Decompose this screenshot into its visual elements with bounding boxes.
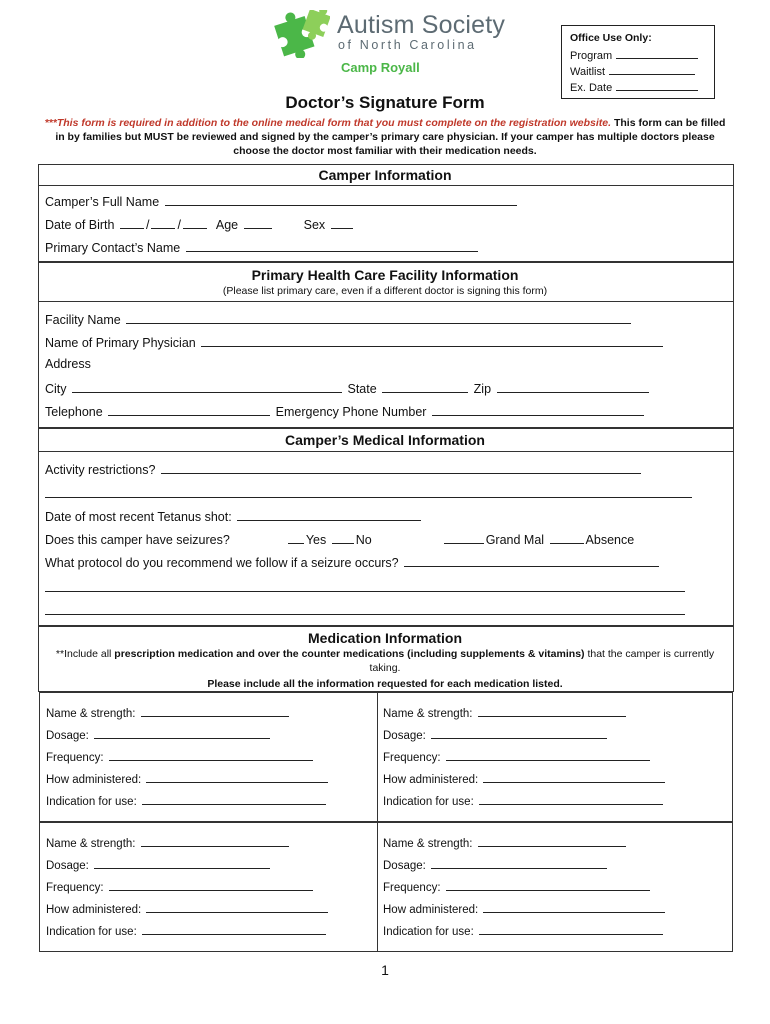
med3-dosage-field[interactable] — [94, 856, 270, 869]
med2-name-row — [383, 704, 628, 720]
med-field-label: Dosage: — [46, 730, 89, 742]
med-field-label: How administered: — [46, 904, 142, 916]
dob-row: Date of Birth / / Age Sex — [45, 216, 355, 232]
intro-text: ***This form is required in addition to the online medical form that you must complete on the registration website. This form can be filled in by families but MUST be reviewed and signed by the camper’s primary care physician. If your camper has multiple doctors please choose the doctor most familiar with their medication needs. — [44, 117, 726, 157]
med1-name-field[interactable] — [141, 704, 289, 717]
primary-contact-field[interactable] — [186, 239, 478, 252]
office-program-row: Program — [570, 48, 698, 62]
office-exdate-row: Ex. Date — [570, 80, 698, 94]
camper-info-heading: Camper Information — [318, 167, 452, 183]
seizure-no-field[interactable] — [332, 531, 354, 544]
puzzle-logo-icon — [272, 10, 330, 58]
med-field-label: Frequency: — [383, 752, 441, 764]
med-field-label: Frequency: — [46, 752, 104, 764]
med4-indication-row — [383, 922, 665, 938]
dob-day-field[interactable] — [151, 216, 175, 229]
med1-frequency-field[interactable] — [109, 748, 313, 761]
city-field[interactable] — [72, 380, 342, 393]
med-field-label: Indication for use: — [383, 796, 474, 808]
activity-field-line2[interactable] — [45, 496, 692, 498]
med1-administered-field[interactable] — [146, 770, 328, 783]
protocol-field[interactable] — [404, 554, 659, 567]
med2-administered-field[interactable] — [483, 770, 665, 783]
med-field-label: Name & strength: — [383, 838, 473, 850]
med-field-label: Indication for use: — [46, 796, 137, 808]
med-field-label: Name & strength: — [46, 708, 136, 720]
protocol-field-line2[interactable] — [45, 590, 685, 592]
facility-name-field[interactable] — [126, 311, 631, 324]
med3-administered-row — [46, 900, 330, 916]
org-name: Autism Society — [337, 11, 506, 39]
protocol-row: What protocol do you recommend we follow if a seizure occurs? — [45, 554, 661, 570]
seizures-row: Does this camper have seizures? Yes No Grand Mal Absence — [45, 533, 635, 547]
activity-row: Activity restrictions? — [45, 461, 643, 477]
med2-indication-row — [383, 792, 665, 808]
camp-name: Camp Royall — [341, 60, 420, 75]
med4-administered-field[interactable] — [483, 900, 665, 913]
med4-administered-row — [383, 900, 667, 916]
org-subtitle: of North Carolina — [338, 38, 477, 52]
facility-name-row: Facility Name — [45, 311, 633, 327]
med-field-label: Name & strength: — [383, 708, 473, 720]
sex-field[interactable] — [331, 216, 353, 229]
med2-dosage-field[interactable] — [431, 726, 607, 739]
med2-frequency-row — [383, 748, 652, 764]
activity-field[interactable] — [161, 461, 641, 474]
medication-heading: Medication Information — [308, 630, 462, 646]
med4-frequency-field[interactable] — [446, 878, 650, 891]
med-field-label: How administered: — [383, 774, 479, 786]
facility-heading: Primary Health Care Facility Information — [251, 267, 519, 283]
med-field-label: Frequency: — [383, 882, 441, 894]
med1-administered-row — [46, 770, 330, 786]
med-field-label: Indication for use: — [383, 926, 474, 938]
form-title: Doctor’s Signature Form — [285, 93, 485, 112]
med2-indication-field[interactable] — [479, 792, 663, 805]
med2-administered-row — [383, 770, 667, 786]
state-field[interactable] — [382, 380, 468, 393]
age-field[interactable] — [244, 216, 272, 229]
med3-name-row — [46, 834, 291, 850]
med4-name-field[interactable] — [478, 834, 626, 847]
med-field-label: How administered: — [383, 904, 479, 916]
emergency-phone-field[interactable] — [432, 403, 644, 416]
med4-name-row — [383, 834, 628, 850]
facility-note: (Please list primary care, even if a different doctor is signing this form) — [222, 285, 548, 297]
page-number: 1 — [381, 962, 389, 978]
office-use-title: Office Use Only: — [570, 32, 652, 44]
physician-field[interactable] — [201, 334, 663, 347]
med1-dosage-field[interactable] — [94, 726, 270, 739]
camper-name-field[interactable] — [165, 193, 517, 206]
tetanus-row: Date of most recent Tetanus shot: — [45, 508, 423, 524]
med4-dosage-row — [383, 856, 609, 872]
med2-dosage-row — [383, 726, 609, 742]
med2-name-field[interactable] — [478, 704, 626, 717]
med3-dosage-row — [46, 856, 272, 872]
telephone-row: Telephone Emergency Phone Number — [45, 403, 646, 419]
office-use-box — [561, 25, 715, 99]
dob-year-field[interactable] — [183, 216, 207, 229]
med4-frequency-row — [383, 878, 652, 894]
med3-frequency-field[interactable] — [109, 878, 313, 891]
office-program-field[interactable] — [616, 48, 698, 59]
med2-frequency-field[interactable] — [446, 748, 650, 761]
med-field-label: Indication for use: — [46, 926, 137, 938]
dob-month-field[interactable] — [120, 216, 144, 229]
med4-indication-field[interactable] — [479, 922, 663, 935]
med1-dosage-row — [46, 726, 272, 742]
med3-indication-row — [46, 922, 328, 938]
zip-field[interactable] — [497, 380, 649, 393]
medication-instruction: Please include all the information requested for each medication listed. — [207, 678, 563, 690]
med1-indication-row — [46, 792, 328, 808]
medical-section — [38, 428, 734, 626]
med-field-label: Dosage: — [383, 730, 426, 742]
camper-name-row: Camper’s Full Name — [45, 193, 519, 209]
seizure-yes-field[interactable] — [288, 531, 304, 544]
med-field-label: Dosage: — [46, 860, 89, 872]
office-waitlist-row: Waitlist — [570, 64, 695, 78]
tetanus-field[interactable] — [237, 508, 421, 521]
physician-row: Name of Primary Physician — [45, 334, 665, 350]
primary-contact-row: Primary Contact’s Name — [45, 239, 480, 255]
office-exdate-field[interactable] — [616, 80, 698, 91]
med-field-label: How administered: — [46, 774, 142, 786]
med4-dosage-field[interactable] — [431, 856, 607, 869]
med3-name-field[interactable] — [141, 834, 289, 847]
medical-heading: Camper’s Medical Information — [285, 432, 485, 448]
med3-frequency-row — [46, 878, 315, 894]
absence-field[interactable] — [550, 531, 584, 544]
med-field-label: Frequency: — [46, 882, 104, 894]
med-field-label: Name & strength: — [46, 838, 136, 850]
protocol-field-line3[interactable] — [45, 613, 685, 615]
city-row: City State Zip — [45, 380, 651, 396]
med1-frequency-row — [46, 748, 315, 764]
med1-indication-field[interactable] — [142, 792, 326, 805]
med3-indication-field[interactable] — [142, 922, 326, 935]
address-row: Address — [45, 357, 91, 371]
med3-administered-field[interactable] — [146, 900, 328, 913]
grand-mal-field[interactable] — [444, 531, 484, 544]
telephone-field[interactable] — [108, 403, 270, 416]
med1-name-row — [46, 704, 291, 720]
office-waitlist-field[interactable] — [609, 64, 695, 75]
medication-note: **Include all prescription medication and over the counter medications (including supplements & vitamins) that the camper is currently taking. — [55, 648, 715, 674]
med-field-label: Dosage: — [383, 860, 426, 872]
